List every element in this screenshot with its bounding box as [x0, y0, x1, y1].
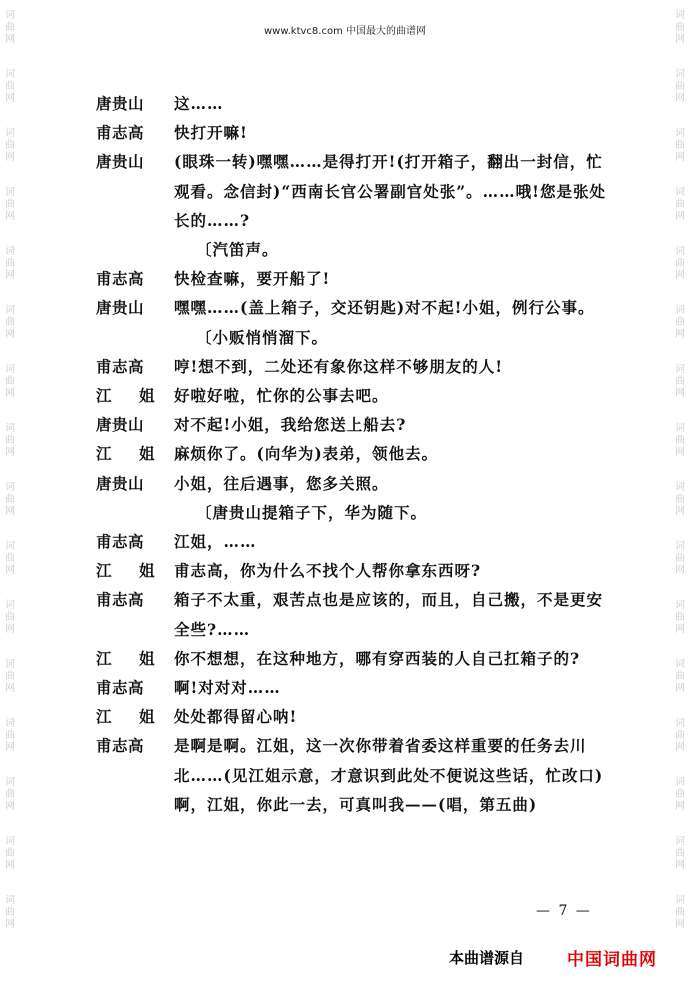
watermark-char: 词: [5, 364, 15, 375]
dialogue-line: [96, 89, 616, 118]
speaker-name: 甫志高: [96, 123, 145, 143]
watermark-char: 曲: [675, 376, 685, 387]
watermark-char: 词: [675, 364, 685, 375]
watermark-group: [5, 659, 15, 695]
watermark-group: [5, 364, 15, 400]
watermark-group: [5, 128, 15, 164]
watermark-char: 词: [675, 482, 685, 493]
footer-brand: 中国词曲网: [567, 950, 657, 970]
watermark-char: 词: [5, 10, 15, 21]
dialogue-line: [96, 644, 616, 673]
speech-text: 好啦好啦，忙你的公事去吧。: [174, 386, 389, 406]
watermark-char: 网: [675, 34, 685, 45]
watermark-group: [5, 718, 15, 754]
speaker-name: 江 姐: [96, 707, 161, 727]
watermark-char: 曲: [675, 435, 685, 446]
watermark-char: 词: [5, 305, 15, 316]
speaker-name: 唐贵山: [96, 298, 145, 318]
watermark-char: 曲: [675, 612, 685, 623]
dialogue-line: [96, 381, 616, 410]
speaker-name: 甫志高: [96, 532, 145, 552]
dialogue-line: [96, 439, 616, 468]
watermark-char: 曲: [5, 199, 15, 210]
watermark-group: [675, 777, 685, 813]
speaker-name: 唐贵山: [96, 152, 145, 172]
watermark-char: 网: [5, 447, 15, 458]
speaker-name: 江 姐: [96, 648, 161, 668]
watermark-char: 曲: [5, 140, 15, 151]
watermark-char: 网: [675, 565, 685, 576]
watermark-char: 词: [5, 600, 15, 611]
speaker-name: 江 姐: [96, 444, 161, 464]
watermark-char: 曲: [675, 22, 685, 33]
speaker-name: 甫志高: [96, 736, 145, 756]
watermark-char: 网: [5, 860, 15, 871]
watermark-char: 网: [675, 93, 685, 104]
stage-direction: 〔汽笛声。: [196, 240, 279, 260]
speaker-name: 唐贵山: [96, 473, 145, 493]
watermark-group: [675, 246, 685, 282]
watermark-char: 曲: [5, 671, 15, 682]
watermark-char: 网: [5, 919, 15, 930]
watermark-group: [675, 718, 685, 754]
watermark-char: 曲: [675, 907, 685, 918]
watermark-char: 词: [5, 836, 15, 847]
watermark-char: 词: [5, 659, 15, 670]
script-body: [96, 89, 616, 819]
watermark-char: 曲: [5, 848, 15, 859]
watermark-left: [2, 10, 18, 954]
watermark-right: [672, 10, 688, 954]
watermark-char: 词: [675, 836, 685, 847]
watermark-char: 网: [5, 152, 15, 163]
stage-direction: 〔小贩悄悄溜下。: [196, 327, 329, 347]
watermark-char: 曲: [675, 494, 685, 505]
speech-text: 快检查嘛，要开船了!: [174, 269, 331, 289]
watermark-char: 词: [675, 600, 685, 611]
speaker-name: 甫志高: [96, 678, 145, 698]
watermark-char: 词: [5, 128, 15, 139]
watermark-group: [5, 305, 15, 341]
watermark-char: 词: [675, 10, 685, 21]
watermark-char: 曲: [5, 494, 15, 505]
watermark-char: 网: [5, 683, 15, 694]
dialogue-line: [96, 731, 616, 819]
watermark-char: 网: [5, 93, 15, 104]
watermark-group: [5, 187, 15, 223]
dialogue-line: [96, 410, 616, 439]
watermark-char: 网: [675, 152, 685, 163]
watermark-group: [675, 836, 685, 872]
watermark-group: [5, 69, 15, 105]
watermark-group: [5, 482, 15, 518]
watermark-char: 网: [675, 801, 685, 812]
watermark-char: 曲: [5, 376, 15, 387]
watermark-char: 网: [675, 860, 685, 871]
watermark-char: 词: [675, 423, 685, 434]
speaker-name: 甫志高: [96, 356, 145, 376]
watermark-char: 网: [675, 742, 685, 753]
watermark-group: [675, 895, 685, 931]
watermark-char: 网: [675, 683, 685, 694]
watermark-char: 网: [5, 329, 15, 340]
watermark-char: 网: [5, 624, 15, 635]
speech-text: 箱子不太重，艰苦点也是应该的，而且，自己搬，不是更安全些?……: [174, 590, 604, 639]
watermark-group: [5, 246, 15, 282]
watermark-char: 词: [675, 128, 685, 139]
speech-text: 甫志高，你为什么不找个人帮你拿东西呀?: [174, 561, 482, 581]
page-number: — 7 —: [536, 903, 592, 919]
watermark-group: [675, 659, 685, 695]
dialogue-line: [96, 469, 616, 498]
speech-text: 嘿嘿……(盖上箱子，交还钥匙)对不起!小姐，例行公事。: [174, 298, 595, 318]
dialogue-line: [96, 293, 616, 322]
speech-text: 你不想想，在这种地方，哪有穿西装的人自己扛箱子的?: [174, 648, 581, 668]
watermark-char: 词: [675, 895, 685, 906]
watermark-char: 曲: [675, 140, 685, 151]
dialogue-line: [96, 556, 616, 585]
watermark-char: 网: [675, 329, 685, 340]
speech-text: 是啊是啊。江姐，这一次你带着省委这样重要的任务去川北……(见江姐示意，才意识到此处不便说这些话，忙改口)啊，江姐，你此一去，可真叫我——(唱，第五曲): [174, 736, 604, 814]
dialogue-line: [96, 264, 616, 293]
watermark-char: 曲: [5, 435, 15, 446]
speaker-name: 甫志高: [96, 590, 145, 610]
header-url: www.ktvc8.com 中国最大的曲谱网: [263, 26, 426, 37]
watermark-char: 曲: [5, 730, 15, 741]
watermark-char: 词: [675, 305, 685, 316]
stage-direction: 〔唐贵山提箱子下，华为随下。: [196, 502, 428, 522]
watermark-char: 网: [675, 270, 685, 281]
watermark-char: 词: [675, 541, 685, 552]
watermark-char: 曲: [5, 258, 15, 269]
dialogue-line: [96, 352, 616, 381]
watermark-char: 词: [5, 423, 15, 434]
speech-text: 小姐，往后遇事，您多关照。: [174, 473, 389, 493]
watermark-char: 曲: [675, 81, 685, 92]
watermark-group: [675, 187, 685, 223]
speaker-name: 甫志高: [96, 269, 145, 289]
speech-text: 这……: [174, 94, 224, 113]
watermark-char: 词: [5, 895, 15, 906]
watermark-char: 词: [675, 187, 685, 198]
watermark-group: [675, 128, 685, 164]
watermark-group: [675, 69, 685, 105]
speech-text: (眼珠一转)嘿嘿……是得打开!(打开箱子，翻出一封信，忙观看。念信封)“西南长官公署副官处张”。……哦!您是张处长的……?: [174, 152, 606, 230]
speaker-name: 江 姐: [96, 561, 161, 581]
speaker-name: 唐贵山: [96, 94, 145, 113]
speech-text: 江姐，……: [174, 532, 257, 552]
speech-text: 快打开嘛!: [174, 123, 248, 143]
speech-text: 处处都得留心呐!: [174, 707, 298, 727]
watermark-char: 词: [5, 541, 15, 552]
watermark-char: 网: [675, 506, 685, 517]
speaker-name: 唐贵山: [96, 415, 145, 435]
watermark-char: 词: [5, 777, 15, 788]
watermark-group: [675, 541, 685, 577]
dialogue-line: [96, 702, 616, 731]
watermark-char: 曲: [5, 317, 15, 328]
watermark-group: [5, 895, 15, 931]
watermark-char: 词: [675, 69, 685, 80]
watermark-char: 词: [5, 246, 15, 257]
watermark-char: 词: [675, 777, 685, 788]
watermark-char: 词: [5, 482, 15, 493]
watermark-char: 曲: [675, 317, 685, 328]
watermark-char: 曲: [5, 553, 15, 564]
watermark-group: [675, 482, 685, 518]
dialogue-line: [96, 527, 616, 556]
watermark-char: 网: [5, 211, 15, 222]
dialogue-line: [96, 673, 616, 702]
watermark-char: 曲: [5, 22, 15, 33]
watermark-char: 网: [675, 447, 685, 458]
watermark-char: 曲: [675, 789, 685, 800]
watermark-group: [675, 600, 685, 636]
watermark-char: 曲: [675, 730, 685, 741]
speaker-name: 江 姐: [96, 386, 161, 406]
watermark-char: 网: [675, 919, 685, 930]
footer-source-label: 本曲谱源自: [449, 949, 525, 967]
watermark-char: 网: [675, 624, 685, 635]
dialogue-line: [96, 147, 616, 235]
watermark-char: 网: [5, 34, 15, 45]
watermark-char: 词: [5, 187, 15, 198]
watermark-group: [5, 777, 15, 813]
dialogue-line: [96, 585, 616, 643]
watermark-char: 曲: [675, 258, 685, 269]
watermark-group: [675, 364, 685, 400]
watermark-char: 曲: [5, 907, 15, 918]
watermark-group: [675, 305, 685, 341]
watermark-char: 网: [5, 506, 15, 517]
speech-text: 对不起!小姐，我给您送上船去?: [174, 415, 407, 435]
speech-text: 哼!想不到，二处还有象你这样不够朋友的人!: [174, 356, 504, 376]
dialogue-line: [96, 118, 616, 147]
watermark-char: 词: [675, 659, 685, 670]
watermark-char: 曲: [675, 671, 685, 682]
watermark-char: 网: [675, 388, 685, 399]
watermark-char: 曲: [675, 553, 685, 564]
watermark-group: [5, 541, 15, 577]
watermark-char: 曲: [675, 848, 685, 859]
watermark-char: 网: [5, 388, 15, 399]
watermark-char: 网: [5, 270, 15, 281]
speech-text: 啊!对对对……: [174, 678, 281, 698]
watermark-group: [5, 423, 15, 459]
watermark-char: 网: [5, 565, 15, 576]
watermark-char: 曲: [5, 612, 15, 623]
speech-text: 麻烦你了。(向华为)表弟，领他去。: [174, 444, 439, 464]
watermark-group: [675, 423, 685, 459]
watermark-char: 网: [5, 742, 15, 753]
watermark-group: [5, 836, 15, 872]
watermark-char: 曲: [5, 81, 15, 92]
watermark-char: 曲: [5, 789, 15, 800]
watermark-char: 网: [5, 801, 15, 812]
watermark-char: 词: [675, 718, 685, 729]
watermark-char: 词: [675, 246, 685, 257]
watermark-group: [5, 600, 15, 636]
watermark-char: 曲: [675, 199, 685, 210]
watermark-char: 词: [5, 718, 15, 729]
watermark-char: 词: [5, 69, 15, 80]
watermark-char: 网: [675, 211, 685, 222]
